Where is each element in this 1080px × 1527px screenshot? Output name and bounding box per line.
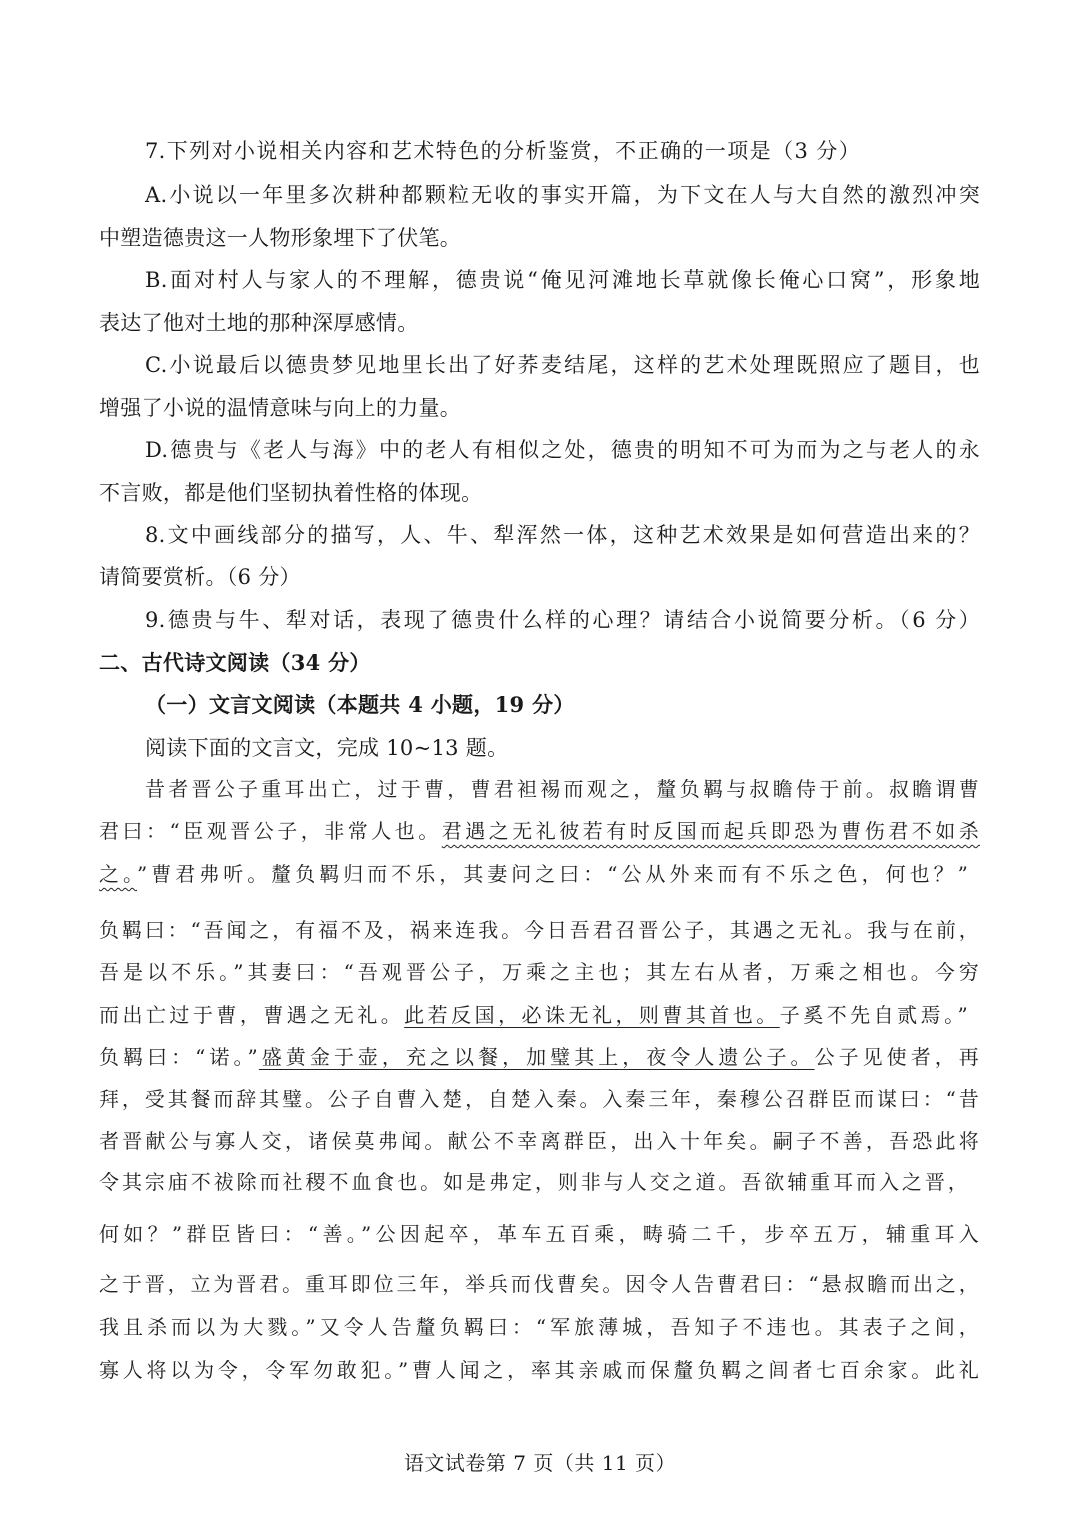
- passage-line-7: [99, 1043, 980, 1071]
- passage-line-2: [99, 817, 980, 845]
- question-7-option-d-line-1: D.德贵与《老人与海》中的老人有相似之处，德贵的明知不可为而为之与老人的永: [145, 438, 980, 462]
- passage-line-6: [99, 1001, 969, 1029]
- passage-line-8: 拜，受其餐而辞其璧。公子自曹入楚，自楚入秦。入秦三年，秦穆公召群臣而谋曰：“昔: [99, 1087, 980, 1111]
- underlined-sentence: 盛黄金于壶，充之以餐，加璧其上，夜令人遗公子。: [258, 1045, 815, 1069]
- question-7-option-a-line-1: A.小说以一年里多次耕种都颗粒无收的事实开篇，为下文在人与大自然的激烈冲突: [145, 183, 980, 207]
- wavy-underlined-sentence-end: 之。: [99, 862, 138, 886]
- passage-text: ”曹君弗听。釐负羁归而不乐，其妻问之曰：“公从外来而有不乐之色，何也？”: [137, 862, 970, 886]
- page-footer: 语文试卷第 7 页（共 11 页）: [403, 1451, 677, 1475]
- question-7-option-d-line-2: 不言败，都是他们坚韧执着性格的体现。: [99, 481, 483, 505]
- question-7-option-b-line-2: 表达了他对土地的那种深厚感情。: [99, 311, 419, 335]
- reading-instruction: 阅读下面的文言文，完成 10~13 题。: [145, 736, 509, 760]
- passage-line-4: 负羁曰：“吾闻之，有福不及，祸来连我。今日吾君召晋公子，其遇之无礼。我与在前，: [99, 918, 980, 942]
- passage-line-12: 之于晋，立为晋君。重耳即位三年，举兵而伐曹矣。因令人告曹君曰：“悬叔瞻而出之，: [99, 1272, 980, 1296]
- question-7-stem: 7.下列对小说相关内容和艺术特色的分析鉴赏，不正确的一项是（3 分）: [145, 139, 860, 163]
- question-8-line-1: 8.文中画线部分的描写，人、牛、犁浑然一体，这种艺术效果是如何营造出来的？: [145, 523, 980, 547]
- underlined-sentence: 此若反国，必诛无礼，则曹其首也。: [404, 1003, 780, 1027]
- passage-line-14: 寡人将以为令，令军勿敢犯。”曹人闻之，率其亲戚而保釐负羁之闾者七百余家。此礼: [99, 1358, 980, 1382]
- passage-text: 负羁曰：“诺。”: [99, 1045, 259, 1069]
- passage-line-1: 昔者晋公子重耳出亡，过于曹，曹君袒裼而观之，釐负羁与叔瞻侍于前。叔瞻谓曹: [145, 777, 980, 801]
- question-7-option-b-line-1: B.面对村人与家人的不理解，德贵说“俺见河滩地长草就像长俺心口窝”，形象地: [145, 268, 980, 292]
- wavy-underlined-sentence: 君遇之无礼彼若有时反国而起兵即恐为曹伤君不如杀: [441, 819, 980, 843]
- passage-line-10: 令其宗庙不祓除而社稷不血食也。如是弗定，则非与人交之道。吾欲辅重耳而入之晋，: [99, 1170, 969, 1194]
- section-heading: 二、古代诗文阅读（34 分）: [99, 650, 371, 675]
- passage-line-9: 者晋献公与寡人交，诸侯莫弗闻。献公不幸离群臣，出入十年矣。嗣子不善，吾恐此将: [99, 1129, 980, 1153]
- passage-text: 子奚不先自贰焉。”: [779, 1003, 969, 1027]
- passage-text: 君曰：“臣观晋公子，非常人也。: [99, 819, 442, 843]
- passage-text: 公子见使者，再: [814, 1045, 980, 1069]
- question-9: 9.德贵与牛、犁对话，表现了德贵什么样的心理？请结合小说简要分析。（6 分）: [145, 608, 980, 632]
- question-7-option-a-line-2: 中塑造德贵这一人物形象埋下了伏笔。: [99, 226, 462, 250]
- passage-line-13: 我且杀而以为大戮。”又令人告釐负羁曰：“军旅薄城，吾知子不违也。其表子之间，: [99, 1315, 980, 1339]
- passage-line-11: 何如？”群臣皆曰：“善。”公因起卒，革车五百乘，畴骑二千，步卒五万，辅重耳入: [99, 1222, 980, 1246]
- subsection-heading: （一）文言文阅读（本题共 4 小题，19 分）: [145, 692, 575, 717]
- passage-line-5: 吾是以不乐。”其妻曰：“吾观晋公子，万乘之主也；其左右从者，万乘之相也。今穷: [99, 960, 980, 984]
- question-7-option-c-line-2: 增强了小说的温情意味与向上的力量。: [99, 396, 462, 420]
- passage-text: 而出亡过于曹，曹遇之无礼。: [99, 1003, 405, 1027]
- question-8-line-2: 请简要赏析。（6 分）: [99, 565, 301, 589]
- question-7-option-c-line-1: C.小说最后以德贵梦见地里长出了好荞麦结尾，这样的艺术处理既照应了题目，也: [145, 353, 980, 377]
- passage-line-3: [99, 860, 969, 888]
